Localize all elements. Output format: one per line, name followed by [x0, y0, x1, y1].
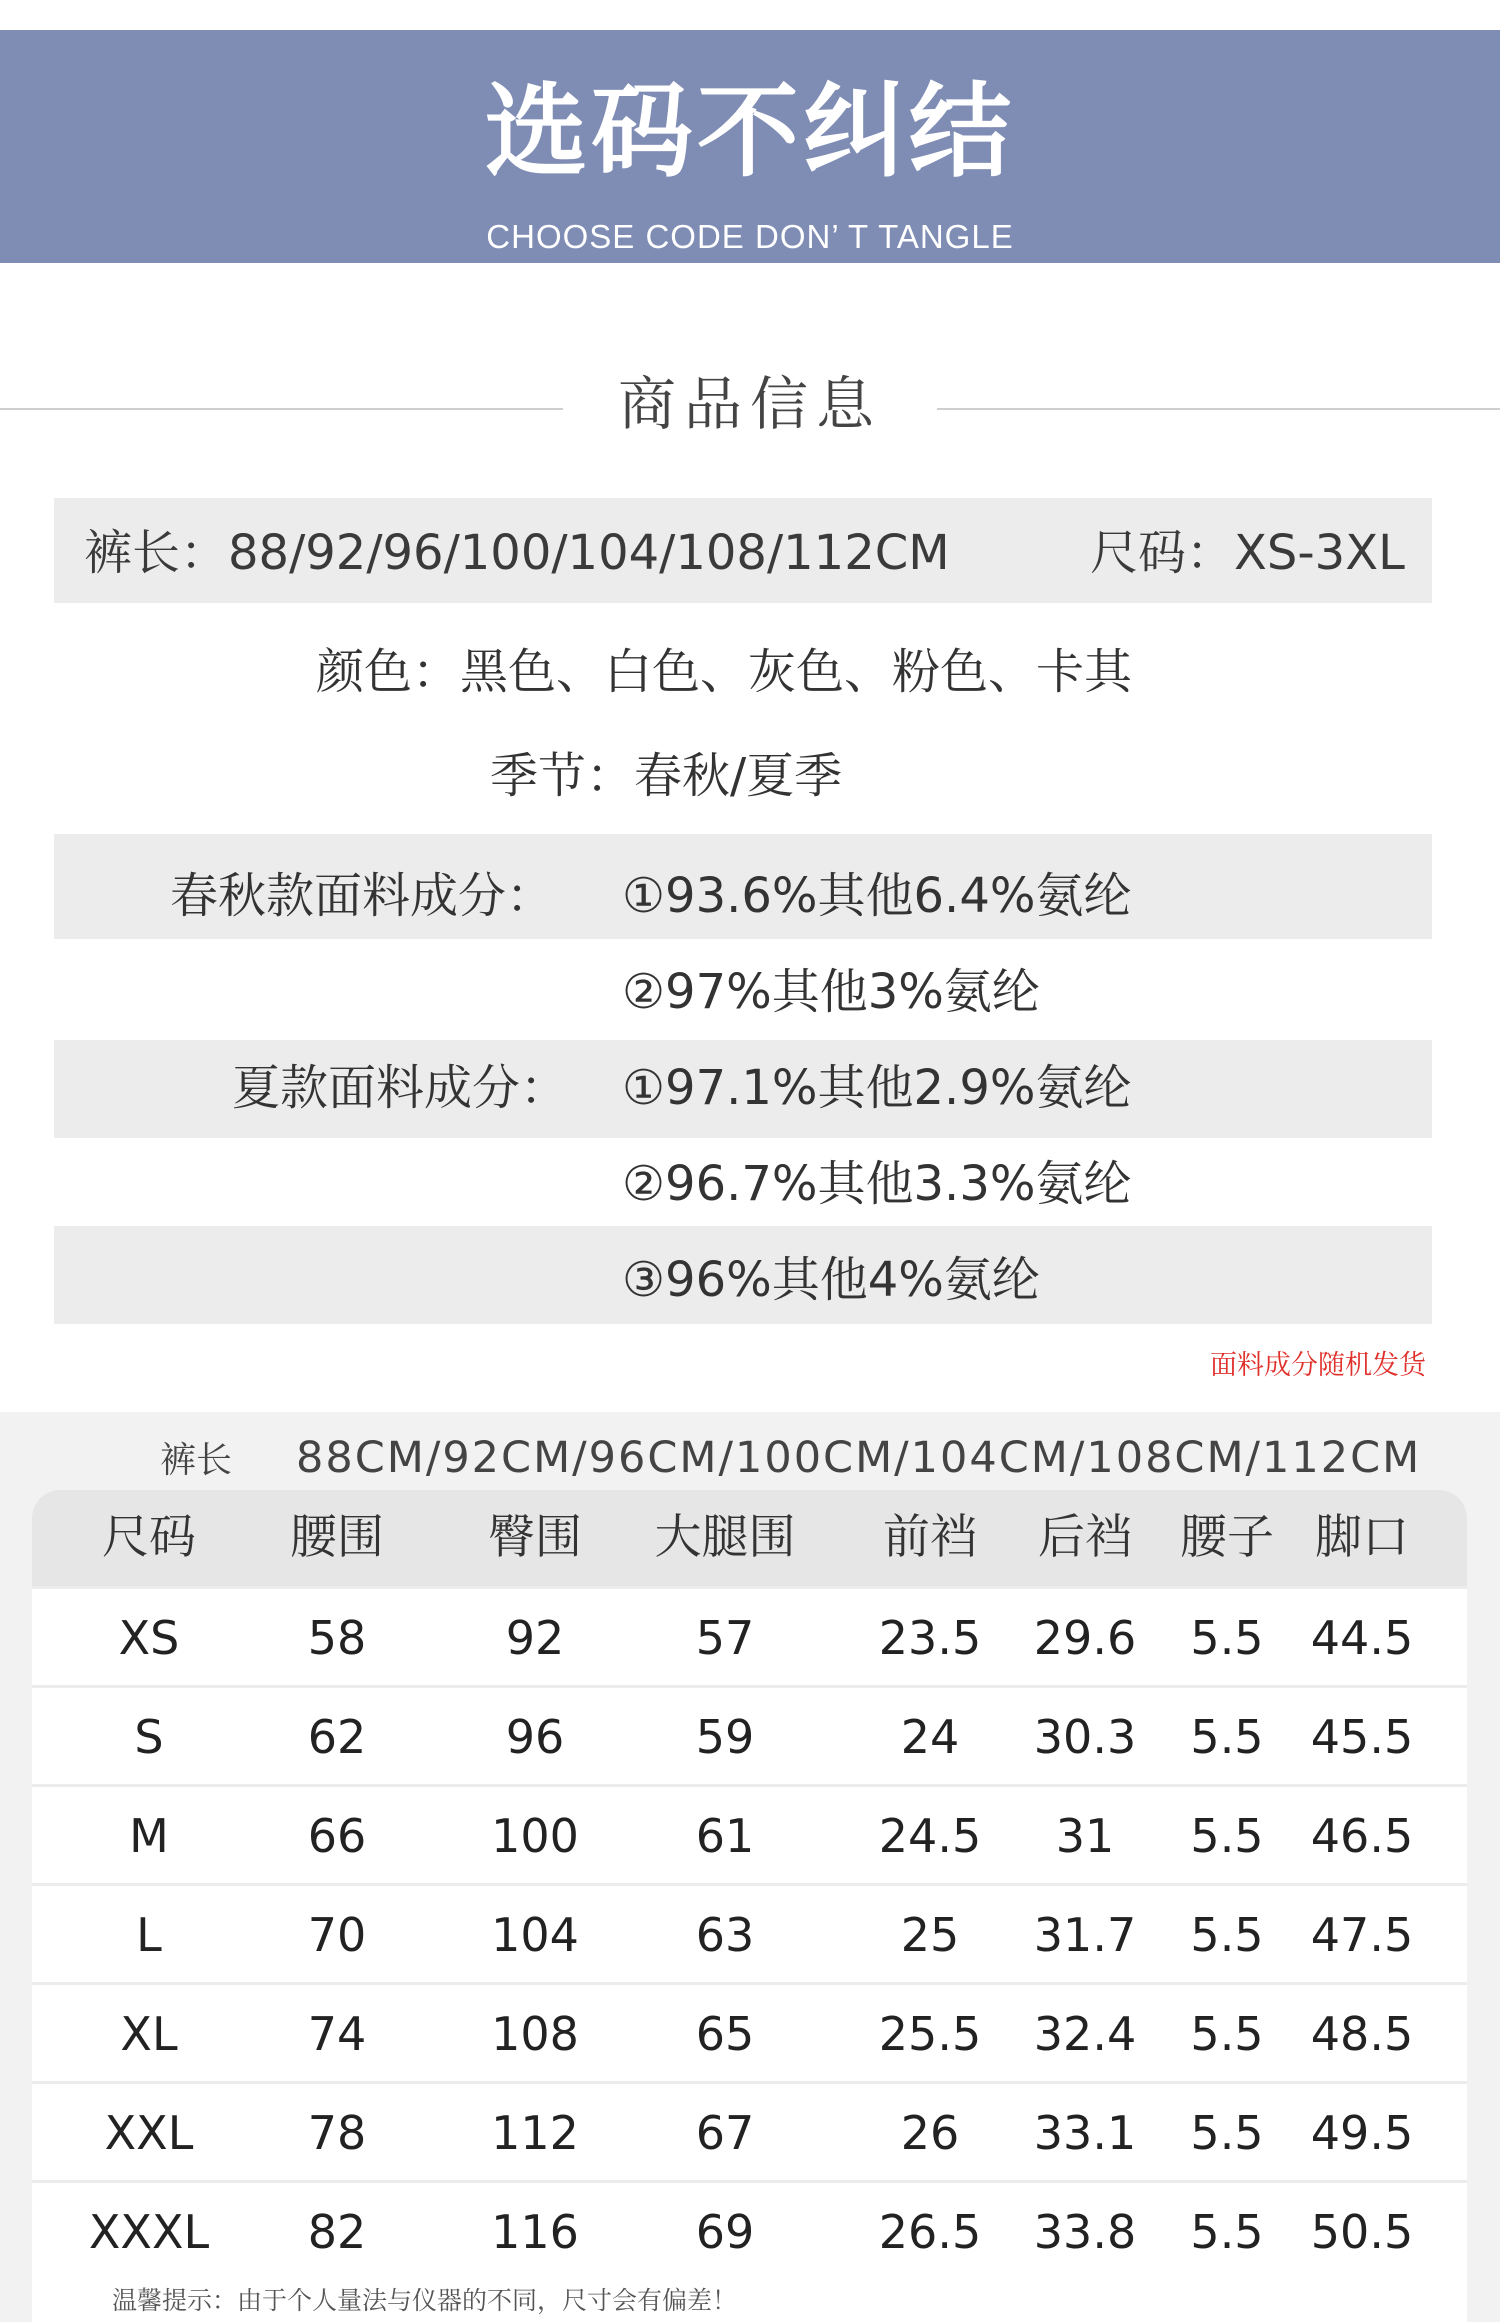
cell-front-rise: 26	[900, 2106, 960, 2160]
header-banner	[0, 30, 1500, 263]
cell-waist: 74	[307, 2007, 367, 2061]
table-row	[32, 1982, 1467, 2084]
header-front-rise: 前裆	[883, 1510, 977, 1565]
cell-size: L	[136, 1908, 162, 1962]
cell-leg-opening: 50.5	[1310, 2205, 1414, 2259]
cell-leg-opening: 49.5	[1310, 2106, 1414, 2160]
size-range: 尺码：XS-3XL	[1090, 525, 1405, 581]
cell-hip: 104	[491, 1908, 579, 1962]
size-table-header	[32, 1490, 1467, 1586]
table-row	[32, 2081, 1467, 2183]
banner-subtitle: CHOOSE CODE DON’ T TANGLE	[486, 218, 1014, 255]
cell-waistband: 5.5	[1190, 2205, 1264, 2259]
header-size: 尺码	[102, 1510, 196, 1565]
cell-hip: 112	[491, 2106, 579, 2160]
cell-thigh: 59	[695, 1710, 755, 1764]
cell-waist: 58	[307, 1611, 367, 1665]
cell-size: XL	[120, 2007, 178, 2061]
chart-length-label: 裤长	[160, 1440, 233, 1481]
table-row	[32, 1586, 1467, 1688]
cell-waistband: 5.5	[1190, 1710, 1264, 1764]
cell-hip: 116	[491, 2205, 579, 2259]
cell-back-rise: 33.1	[1033, 2106, 1137, 2160]
cell-hip: 108	[491, 2007, 579, 2061]
cell-back-rise: 33.8	[1033, 2205, 1137, 2259]
cell-waist: 78	[307, 2106, 367, 2160]
cell-front-rise: 26.5	[878, 2205, 982, 2259]
cell-leg-opening: 46.5	[1310, 1809, 1414, 1863]
cell-waistband: 5.5	[1190, 2007, 1264, 2061]
spring-fabric-1: ①93.6%其他6.4%氨纶	[622, 868, 1132, 924]
cell-hip: 96	[505, 1710, 565, 1764]
banner-title: 选码不纠结	[485, 73, 1015, 192]
summer-fabric-2: ②96.7%其他3.3%氨纶	[622, 1156, 1132, 1212]
cell-back-rise: 31.7	[1033, 1908, 1137, 1962]
cell-back-rise: 31	[1055, 1809, 1115, 1863]
cell-back-rise: 32.4	[1033, 2007, 1137, 2061]
cell-size: XS	[118, 1611, 180, 1665]
spring-fabric-2: ②97%其他3%氨纶	[622, 964, 1040, 1020]
spring-fabric-label: 春秋款面料成分：	[170, 868, 555, 924]
cell-leg-opening: 48.5	[1310, 2007, 1414, 2061]
colors: 颜色：黑色、白色、灰色、粉色、卡其	[316, 644, 1133, 700]
cell-back-rise: 29.6	[1033, 1611, 1137, 1665]
cell-waistband: 5.5	[1190, 1809, 1264, 1863]
cell-waist: 82	[307, 2205, 367, 2259]
header-leg-opening: 脚口	[1315, 1510, 1409, 1565]
cell-thigh: 57	[695, 1611, 755, 1665]
cell-thigh: 69	[695, 2205, 755, 2259]
cell-thigh: 61	[695, 1809, 755, 1863]
table-row	[32, 1784, 1467, 1886]
header-waist: 腰围	[290, 1510, 384, 1565]
cell-front-rise: 25	[900, 1908, 960, 1962]
cell-size: S	[134, 1710, 164, 1764]
header-hip: 臀围	[488, 1510, 582, 1565]
section-title: 商品信息	[617, 370, 882, 438]
header-back-rise: 后裆	[1038, 1510, 1132, 1565]
measurement-tip: 温馨提示：由于个人量法与仪器的不同，尺寸会有偏差！	[112, 2286, 738, 2315]
cell-leg-opening: 45.5	[1310, 1710, 1414, 1764]
cell-waistband: 5.5	[1190, 1611, 1264, 1665]
header-waistband: 腰子	[1180, 1510, 1274, 1565]
summer-fabric-1: ①97.1%其他2.9%氨纶	[622, 1060, 1132, 1116]
cell-size: XXL	[104, 2106, 194, 2160]
cell-thigh: 65	[695, 2007, 755, 2061]
cell-front-rise: 25.5	[878, 2007, 982, 2061]
table-row	[32, 1685, 1467, 1787]
cell-hip: 100	[491, 1809, 579, 1863]
cell-waist: 62	[307, 1710, 367, 1764]
cell-leg-opening: 47.5	[1310, 1908, 1414, 1962]
summer-fabric-3: ③96%其他4%氨纶	[622, 1252, 1040, 1308]
cell-front-rise: 24	[900, 1710, 960, 1764]
cell-thigh: 67	[695, 2106, 755, 2160]
cell-front-rise: 24.5	[878, 1809, 982, 1863]
cell-waist: 70	[307, 1908, 367, 1962]
summer-fabric-label: 夏款面料成分：	[232, 1060, 569, 1116]
cell-size: M	[129, 1809, 169, 1863]
cell-leg-opening: 44.5	[1310, 1611, 1414, 1665]
cell-waistband: 5.5	[1190, 2106, 1264, 2160]
size-table	[32, 1490, 1467, 2322]
cell-back-rise: 30.3	[1033, 1710, 1137, 1764]
cell-size: XXXL	[88, 2205, 210, 2259]
table-row	[32, 1883, 1467, 1985]
cell-thigh: 63	[695, 1908, 755, 1962]
cell-waistband: 5.5	[1190, 1908, 1264, 1962]
random-shipping-note: 面料成分随机发货	[1210, 1350, 1426, 1381]
header-thigh: 大腿围	[654, 1510, 796, 1565]
cell-front-rise: 23.5	[878, 1611, 982, 1665]
cell-hip: 92	[505, 1611, 565, 1665]
table-row	[32, 2180, 1467, 2282]
chart-length-values: 88CM/92CM/96CM/100CM/104CM/108CM/112CM	[296, 1433, 1422, 1483]
pants-length: 裤长：88/92/96/100/104/108/112CM	[84, 525, 950, 581]
cell-waist: 66	[307, 1809, 367, 1863]
season: 季节：春秋/夏季	[490, 748, 843, 804]
